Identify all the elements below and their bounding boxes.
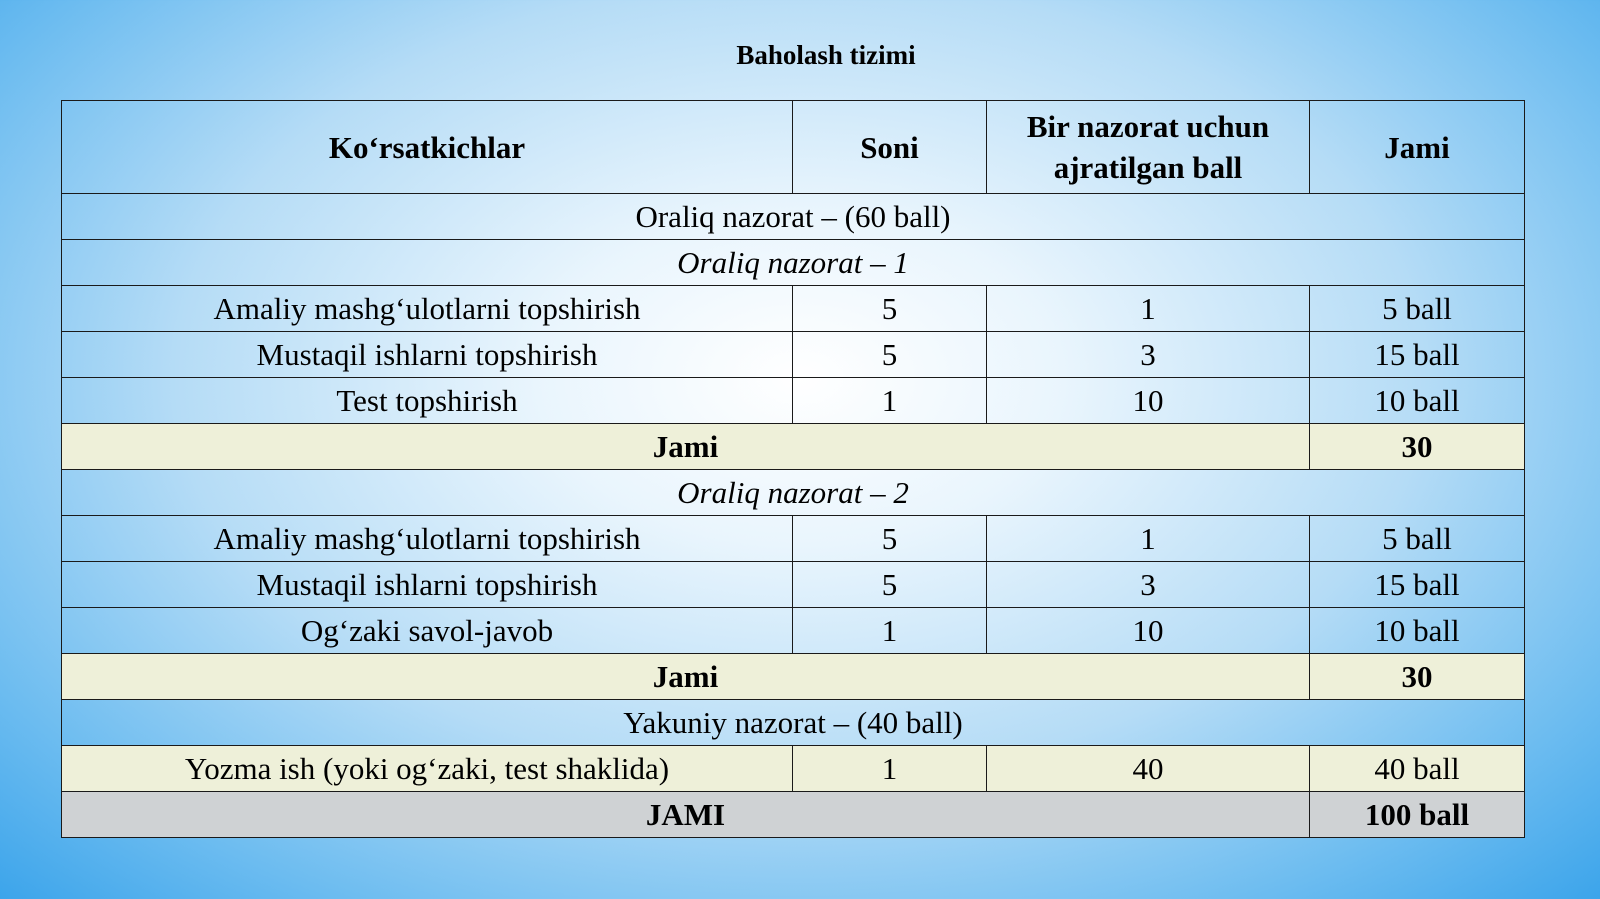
- grand-total-row: [62, 792, 1525, 838]
- subtotal-row: [62, 654, 1525, 700]
- row-count: 5: [793, 286, 987, 332]
- section-title-final: Yakuniy nazorat – (40 ball): [62, 700, 1525, 746]
- row-total: 15 ball: [1310, 562, 1525, 608]
- header-indicators: Ko‘rsatkichlar: [62, 101, 793, 194]
- row-count: 5: [793, 516, 987, 562]
- table-row: [62, 516, 1525, 562]
- header-total: Jami: [1310, 101, 1525, 194]
- grand-total-value: 100 ball: [1310, 792, 1525, 838]
- row-name: Amaliy mashg‘ulotlarni topshirish: [62, 516, 793, 562]
- row-name: Test topshirish: [62, 378, 793, 424]
- row-count: 1: [793, 746, 987, 792]
- table-row: [62, 332, 1525, 378]
- row-count: 1: [793, 608, 987, 654]
- table-row: [62, 746, 1525, 792]
- subsection-header-row: [62, 470, 1525, 516]
- table-row: [62, 562, 1525, 608]
- subtotal-row: [62, 424, 1525, 470]
- row-total: 10 ball: [1310, 608, 1525, 654]
- row-points: 3: [987, 562, 1310, 608]
- row-total: 5 ball: [1310, 286, 1525, 332]
- subsection-title-midterm-2: Oraliq nazorat – 2: [62, 470, 1525, 516]
- row-total: 5 ball: [1310, 516, 1525, 562]
- subsection-title-midterm-1: Oraliq nazorat – 1: [62, 240, 1525, 286]
- subtotal-label: Jami: [62, 654, 1310, 700]
- row-points: 1: [987, 516, 1310, 562]
- subtotal-value: 30: [1310, 424, 1525, 470]
- header-count: Soni: [793, 101, 987, 194]
- row-name: Og‘zaki savol-javob: [62, 608, 793, 654]
- grading-table: [61, 100, 1525, 838]
- row-count: 1: [793, 378, 987, 424]
- page-title: Baholash tizimi: [736, 40, 916, 70]
- subtotal-value: 30: [1310, 654, 1525, 700]
- row-total: 40 ball: [1310, 746, 1525, 792]
- row-name: Yozma ish (yoki og‘zaki, test shaklida): [62, 746, 793, 792]
- row-points: 10: [987, 608, 1310, 654]
- row-points: 40: [987, 746, 1310, 792]
- row-total: 15 ball: [1310, 332, 1525, 378]
- row-points: 1: [987, 286, 1310, 332]
- grand-total-label: JAMI: [62, 792, 1310, 838]
- subsection-header-row: [62, 240, 1525, 286]
- row-total: 10 ball: [1310, 378, 1525, 424]
- header-points-per-control: Bir nazorat uchun ajratilgan ball: [987, 101, 1310, 194]
- row-points: 10: [987, 378, 1310, 424]
- section-header-row: [62, 700, 1525, 746]
- section-title-midterm: Oraliq nazorat – (60 ball): [62, 194, 1525, 240]
- row-count: 5: [793, 332, 987, 378]
- table-row: [62, 286, 1525, 332]
- row-name: Mustaqil ishlarni topshirish: [62, 332, 793, 378]
- header-row: [62, 101, 1525, 194]
- subtotal-label: Jami: [62, 424, 1310, 470]
- table-row: [62, 378, 1525, 424]
- section-header-row: [62, 194, 1525, 240]
- row-points: 3: [987, 332, 1310, 378]
- row-name: Amaliy mashg‘ulotlarni topshirish: [62, 286, 793, 332]
- table-row: [62, 608, 1525, 654]
- row-count: 5: [793, 562, 987, 608]
- row-name: Mustaqil ishlarni topshirish: [62, 562, 793, 608]
